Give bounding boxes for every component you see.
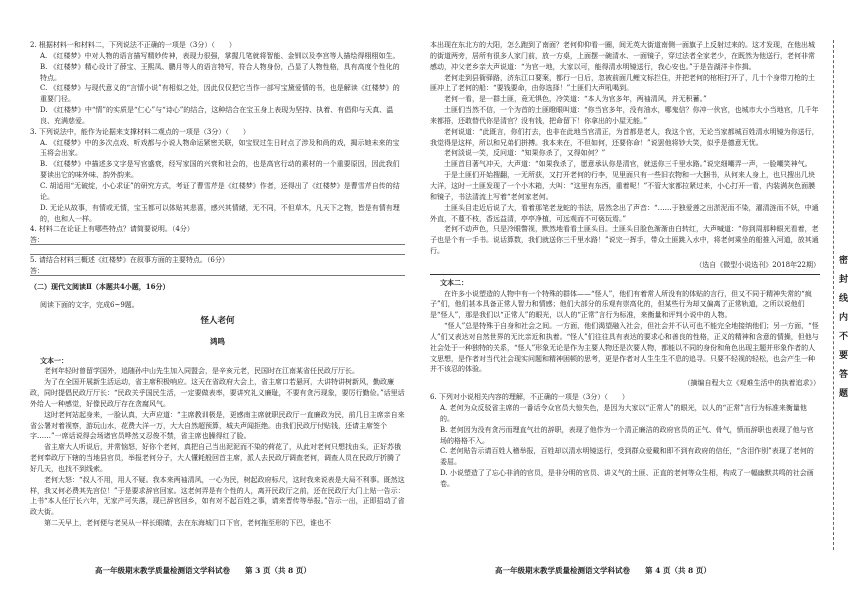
page-footer-left: 高一年级期末教学质量检测语文学科试卷 第 3 页（共 8 页） [95,566,311,575]
answer-label: 答： [30,236,44,245]
text1-paragraph: 老何淡说一笑，反问道：“知果你杀了，又得如何？” [444,149,606,158]
q6-option-a: A. 老何为众反驳省主席的一番话令众官员大惊失色，是因为大家以“正常人”的眼光，以人的“正常”言行为标准来衡量他的。 [440,404,807,423]
q3-option-d: D. 无论从故事，有情或无情，宝玉都可以体贴其悲喜，感兴其情緒，无不同，不但草木，凡天下之物，皆是有情有理的，也和人一样。 [40,203,400,223]
q6-option-d: D. 小说塑造了了忘心非消的官员，是非分明的官员、讲义气的土匪、正直的老何等众生相，构成了一幅幽默共鸣的社会画卷。 [440,469,814,488]
left-column [30,40,405,545]
q2-option-b: B. 《红楼梦》精心设计了薛宝、王熙凤、鹏月等人的语言特写，符合人物身份，凸显了人物性格，具有高度个性化的特点。 [40,62,400,82]
question-2-options [30,51,405,127]
q2-option-c: C. 《红楼梦》与现代意义的“言情小说”有相似之处，因此仅仅把它当作一部写宝黛爱情的书，也是解读《红楼梦》的重要门径。 [40,84,400,104]
divider [430,274,820,275]
text1-label: 文本一： [40,355,68,365]
text1-paragraph: 土匪首目著气冲天，大声道：“如果我杀了，愿意承认你是清官，就送你三千里水路。”说完细嘲弄一声，一脸嘲笑神气。 [444,160,812,169]
text1-paragraph: 老何走到县衙驿路，济东江口要案，都行一日后，忽被前面几鲤文标拦住，并把老何的棺柜打开了，几十个身带刀枪的土匪冲上了老何的船：“要钱要命，由你选择！”土匪们大声吼喝到。 [430,73,815,93]
text1-paragraph: 省主席大人听说后，并常恼怒，好你个老何，真把自己当出泥泥而不染的荷花了，从此对老何只想找由头，正好苏俄老何奉政厅下辖的当地县官员，举报老何分子，大人懂耗般回首主席，派人去民政厅调查老何，调查人员在民政厅折腾了好几天，也找不到线索。 [30,443,401,473]
text2-source: （摘编自程大立《观难生活中的执着追求》） [683,379,820,388]
q2-option-a: A. 《红楼梦》中对人物的语言描写精妙传神，表现力很强，掌握几笔就将智能、金钏以及李宫等人描绘得栩栩如生。 [40,51,400,60]
answer-line[interactable] [30,245,405,255]
text2-paragraph: “怪人”总是特殊于自身和社会之间。一方面，他们渴望融入社会，但社会并不认可也不能完全地接纳他们；另一方面，“怪人”们又表达对自然世界的无比亲近和执着。“怪人”们往往具有表达的要求心和善良的性格，正义的精神和含意的情操，但他与社会处于一种独特的关系，“怪人”形象无论是作为主要人物还是次要人物，都能以不同的身份和角色出现主题并形象作者的人文思想，是作者对当代社会现实问题和精神困顿的思考，更是作者对人生生生不息的追寻。只要不轻视的轻松，也会产生一种并不该忍的体验。 [430,322,819,374]
text2-paragraph: 在许多小说塑造的人物中有一个特殊的群体——“怪人”，他们有着常人所没有的体贴的言行，但又不同于精神失常的“疯子”们，他们甚本具备正常人智力和情感；他们大部分的乐观有崇高化的，但某些行为却又偏离了正常轨道，之所以说他们是“怪人”，那是我们以“正常人”的眼光，以人的“正常”言行为标准，来衡量和评判小说中的人物。 [430,289,812,320]
text1-paragraph: 土匪头目走近后说了大，看着那笔老龙蛇的书法，居然念出了声音：“……于独爱莲之出淤泥而不染，濯清涟而不妖，中通外直，不蔓不枝，香远益清，亭亭净植，可远观而不可亵玩焉。” [430,203,819,223]
story-title: 怪人老何 [200,315,235,326]
text1-paragraph: 老何不动声色，只是冷眼瞥视，默然地看看土匪头目。土匪头目脸色渐渐由白转红，大声喊道：“你到周那种眼光看着，老子也是个有一手书。说话算数，我们就送你三千里水路！”说完一挥手，带众土匪跳入水中，将老何乘坐的船推入河道，放其通行。 [430,225,819,256]
page-footer-right: 高一年级期末教学质量检测语文学科试卷 第 4 页（共 8 页） [495,566,711,575]
seal-notice: 密封线内不要答题 [837,255,847,407]
question-3-options [30,138,405,225]
answer-label: 答： [30,267,44,276]
section-heading: （二）现代文阅读Ⅱ（本题共4小题，16分） [30,282,170,292]
text1-paragraph: 老何一看，是一群土匪，竟无惧色，冷笑道：“本人为官多年，两袖清风，并无积蓄。” [444,95,707,104]
q3-option-c: C. 胡适用“无破绽，小心求证”的研究方式，考证了曹雪芹是《红楼梦》作者，还得出了《红楼梦》是曹雪芹自传的结论。 [40,181,400,201]
question-4: 4. 材料二在论证上有哪些特点？请简要说明。（4分） [30,225,194,234]
text1-paragraph: 为了在全国开展新生活运动，省主席积极响应。这天在省政府大会上，省主席口若悬河，大讲特讲树新风，勤政廉政，同时提倡民政厅厅长：“民政关乎国民生活，一定要做表率，要讲究礼义廉耻，不要有贪污现象，要厉行勤俭。”话里话外给人一种感觉，好像民政厅存在贪腐风气。 [30,378,405,408]
q3-option-a: A. 《红楼梦》中的多次点戏、听戏都与小说人物命运紧密关联，如宝钗过生日时点了涉及和尚的戏，揭示她未来的宝玉将会出家。 [40,138,400,158]
question-3: 3. 下列说法中，能作为论据来支撑材料二观点的一项是（3分）（ ） [30,127,250,136]
q2-option-d: D. 《红楼梦》中“情”的实质是“仁心”与“诗心”的结合，这种结合在宝玉身上表现为坚持、执着、有倡仰与天真、温良、充满慈爱。 [40,106,394,125]
text1-source: （选自《微型小说选刊》2018年22期） [695,260,820,269]
q6-option-b: B. 老何因为没有贪污而理直气壮的辞职，表现了他作为一个清正廉洁的政府官员的正气、骨气，愤而辞职也表现了他与官场的格格不入。 [440,425,814,445]
question-6: 6. 下列对小说相关内容的理解，不正确的一项是（3分）（ ） [430,393,629,402]
story-author: 鸿鸣 [210,337,225,347]
text1-paragraph: 老何大怒：“叔人不用，用人不疑。我本来两袖清风，一心为民，树起政府标尺，这时我来说表是大局不利事。既然这样，我又何必费其先宫位！”于是要求辞官回家。这老何弄是有个性的人，离开民政厅之前，还在民政厅大门上贴一告示：上书“本人任厅长六年，无家产可失落，现已辞官回乡，如有对不起百姓之事，请来晋传等举报。”告示一出，正即招动了省政大街。 [30,475,405,517]
right-column [430,40,820,545]
text1-paragraph: 本出现在东北方的大阳，怎么跑到了南面？老何仰仰看一圈，间无英大街道南侧一面旗子上反射过来的。这才发现，在他出城的街道两旁，居所有很多人家门前，放一方桌，上面摆一碗清水、一面镜子，穿过法者全家老少，在既然为他送行，老何非常感动，冲父老乡亲大声说道：“为官一地，大家以可，能得清水明镜送行，我心安也。”于是告湖洋卡作揖。 [430,41,815,71]
text1-paragraph: 老何年轻时曾留学国外，追随孙中山先生加入同盟会，是辛亥元老，民国时在江南某省任民政厅厅长。 [44,367,359,376]
text1-paragraph: 这时老何站起身来，一脸认真，大声应道：“主席教训极是，更感南主席就职民政厅一直廉政为民，前几日主席亲自来省公署对着视察，游玩山水，花费大洋一万，大大自然超预算，城夫声闻拒绝。由我们民政厅付贴钱，还请主席签个字……”一席话说得会场诸官员哗然又忍俊不禁，省主席也臊得红了脸。 [30,410,405,441]
text2-label: 文本二： [440,277,468,287]
q3-option-b: B. 《红楼梦》中描述多文字是写官盛衰，经写家国的兴衰和社会的，也是高官行动的素材的一个重要原因，因此我们要读出它的味外味、韵外韵来。 [40,160,400,180]
text1-paragraph: 土匪们当然不信，一个为首的土匪瞪眼叫道：“你当官多年，没有油水，哪鬼信？你冲一伙官，也城市大小当地官，几千年来都捂，还敢替代你是清官？没有钱，把命留下！你拿出的小屋无能。” [430,106,819,125]
answer-line[interactable] [30,235,405,245]
text1-paragraph: 老何说道：“此既言，你们打去，也非在此地当官清正，为首都是老人，我这个官，无论当家都城百姓清水明镜为你送行，我觉得是这样，所以和兄弟们拼搏。我本来在，不但如何，还要你命！”说罢他将钞大笑，似乎是德意无忧。 [430,127,819,147]
question-2: 2. 根据材料一和材料二，下列说法不正确的一项是（3分）（ ） [30,41,236,49]
section-instruction: 阅读下面的文字，完成6~9题。 [40,300,139,309]
q6-option-c: C. 老何贴告示请百姓人稽举报，百姓却以清水明镜送行，受到群众爱戴和即不到有政府的信任，“含泪作别”表现了老何的委屈。 [440,447,814,467]
question-5: 5. 请结合材料三概述《红楼梦》在叙事方面的主要特点。（6分） [30,256,229,265]
text1-paragraph: 第二天早上，老何便与老吴从一样长眼睛，去在东海城门口下官，老何拖至形的下巴，谁也不 [44,519,331,528]
answer-line[interactable] [30,266,405,276]
text1-paragraph: 于是土匪们开始搜翻，一无所获，又打开老何的行李，见里面只有一些旧衣物和一大捆书，从何来人身上，也只搜出几块大洋，这时一土匪发现了一个小木箱，大叫：“这里有东西，重着呢！”不管大家都拉紧过来，小心打开一看，内装满灰色面膜和镜子，书法清流上写着“老何家老何。 [430,171,816,201]
